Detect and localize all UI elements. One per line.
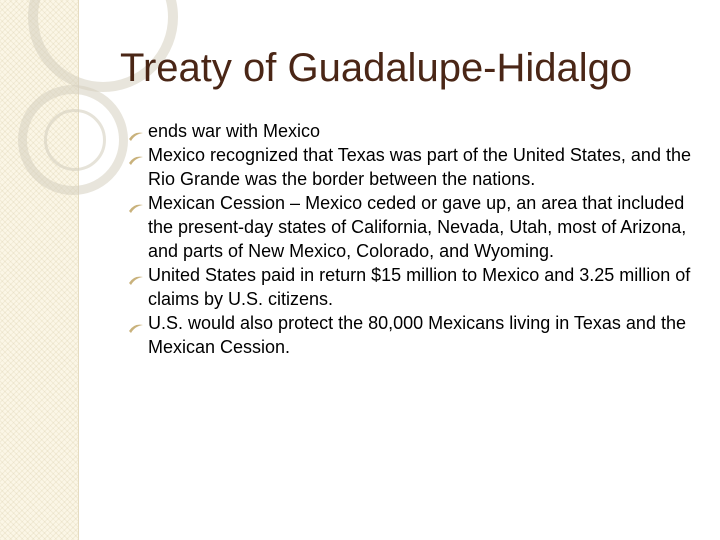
bullet-text: United States paid in return $15 million to Mexico and 3.25 million of claims by U.S. citizens. <box>148 265 691 309</box>
bullet-text: ends war with Mexico <box>148 121 321 141</box>
swoosh-bullet-icon <box>128 196 144 208</box>
decorative-ring-inner <box>44 109 106 171</box>
swoosh-bullet-icon <box>128 148 144 160</box>
swoosh-bullet-icon <box>128 268 144 280</box>
swoosh-bullet-icon <box>128 124 144 136</box>
bullet-item <box>128 143 698 191</box>
bullet-text: U.S. would also protect the 80,000 Mexicans living in Texas and the Mexican Cession. <box>148 313 686 357</box>
bullet-text: Mexico recognized that Texas was part of the United States, and the Rio Grande was the border between the nations. <box>148 145 691 189</box>
bullet-item <box>128 263 698 311</box>
bullet-item <box>128 191 698 263</box>
bullet-text: Mexican Cession – Mexico ceded or gave up, an area that included the present-day states of California, Nevada, Utah, most of Arizona, and parts of New Mexico, Colorado, and Wyoming. <box>148 193 687 261</box>
slide-title: Treaty of Guadalupe-Hidalgo <box>120 46 633 90</box>
swoosh-bullet-icon <box>128 316 144 328</box>
bullet-item <box>128 311 698 359</box>
bullet-item <box>128 119 698 143</box>
bullet-list <box>128 119 698 359</box>
